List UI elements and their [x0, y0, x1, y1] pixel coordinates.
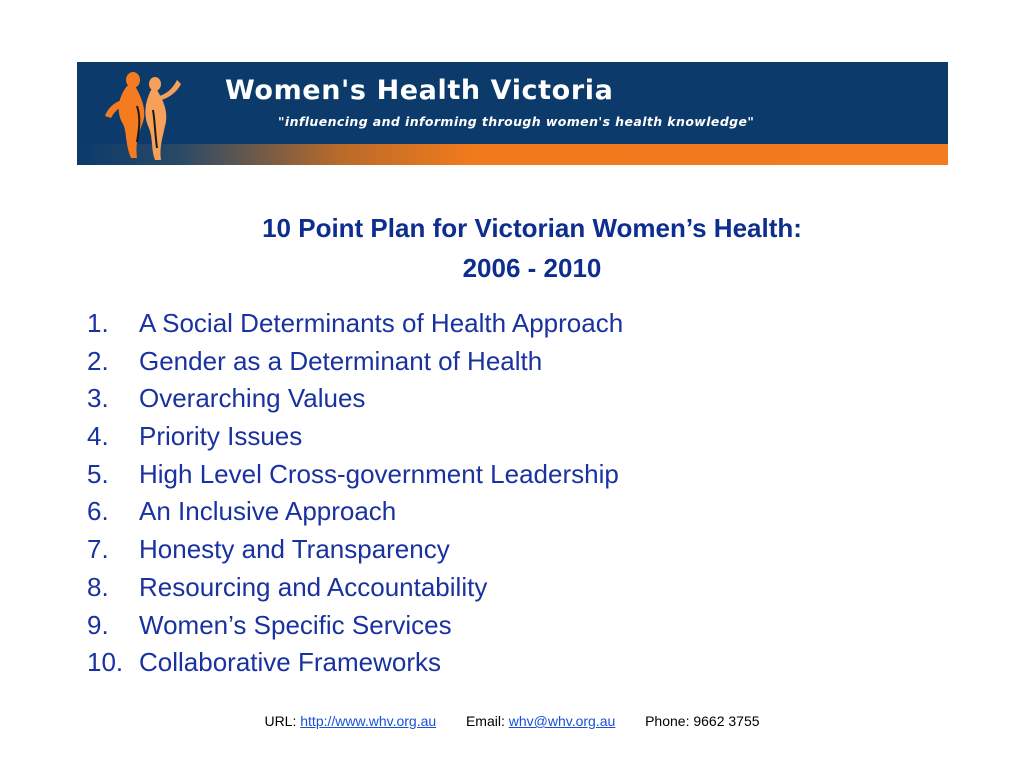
- list-item-number: 5.: [87, 458, 109, 489]
- list-item-number: 1.: [87, 308, 109, 338]
- list-item-number: 7.: [87, 534, 109, 565]
- list-item: [87, 343, 623, 381]
- list-item: [87, 380, 623, 418]
- list-item-number: 8.: [87, 571, 109, 602]
- list-item-number: 4.: [87, 421, 109, 452]
- list-item-number: 10.: [87, 647, 124, 678]
- list-item: [87, 644, 623, 682]
- plan-title-line-1: 10 Point Plan for Victorian Women’s Health:: [262, 213, 802, 243]
- email-link[interactable]: whv@whv.org.au: [508, 713, 616, 729]
- list-item-number: 6.: [87, 496, 109, 527]
- list-item: [87, 569, 623, 607]
- list-item-label: A Social Determinants of Health Approach: [139, 308, 624, 338]
- email-label: Email:: [465, 713, 505, 729]
- list-item-label: Resourcing and Accountability: [139, 571, 488, 602]
- header-banner: [77, 62, 948, 165]
- list-item: [87, 493, 623, 531]
- phone-text: Phone: 9662 3755: [645, 713, 760, 729]
- organization-title: Women's Health Victoria: [225, 75, 614, 106]
- list-item: [87, 456, 623, 494]
- list-item-number: 2.: [87, 345, 109, 376]
- contact-footer: [0, 713, 1024, 729]
- plan-title: [100, 208, 964, 288]
- list-item: [87, 531, 623, 569]
- list-item-label: High Level Cross-government Leadership: [139, 458, 619, 489]
- list-item-number: 9.: [87, 609, 109, 640]
- list-item-label: Gender as a Determinant of Health: [139, 345, 543, 376]
- list-item-label: Collaborative Frameworks: [139, 647, 441, 678]
- list-item-label: Honesty and Transparency: [139, 534, 450, 565]
- plan-title-line-2: 2006 - 2010: [462, 253, 602, 283]
- website-link[interactable]: http://www.whv.org.au: [300, 713, 437, 729]
- list-item-number: 3.: [87, 383, 109, 414]
- list-item-label: Overarching Values: [139, 383, 366, 414]
- url-label: URL:: [264, 713, 297, 729]
- list-item: [87, 305, 623, 343]
- list-item: [87, 418, 623, 456]
- list-item-label: Women’s Specific Services: [139, 609, 452, 640]
- banner-stripe: [77, 144, 948, 165]
- list-item: [87, 607, 623, 645]
- organization-tagline: "influencing and informing through women's health knowledge": [278, 114, 755, 129]
- plan-list: [87, 305, 623, 682]
- stylized-women-figures-icon: [97, 66, 187, 164]
- list-item-label: Priority Issues: [139, 421, 303, 452]
- list-item-label: An Inclusive Approach: [139, 496, 397, 527]
